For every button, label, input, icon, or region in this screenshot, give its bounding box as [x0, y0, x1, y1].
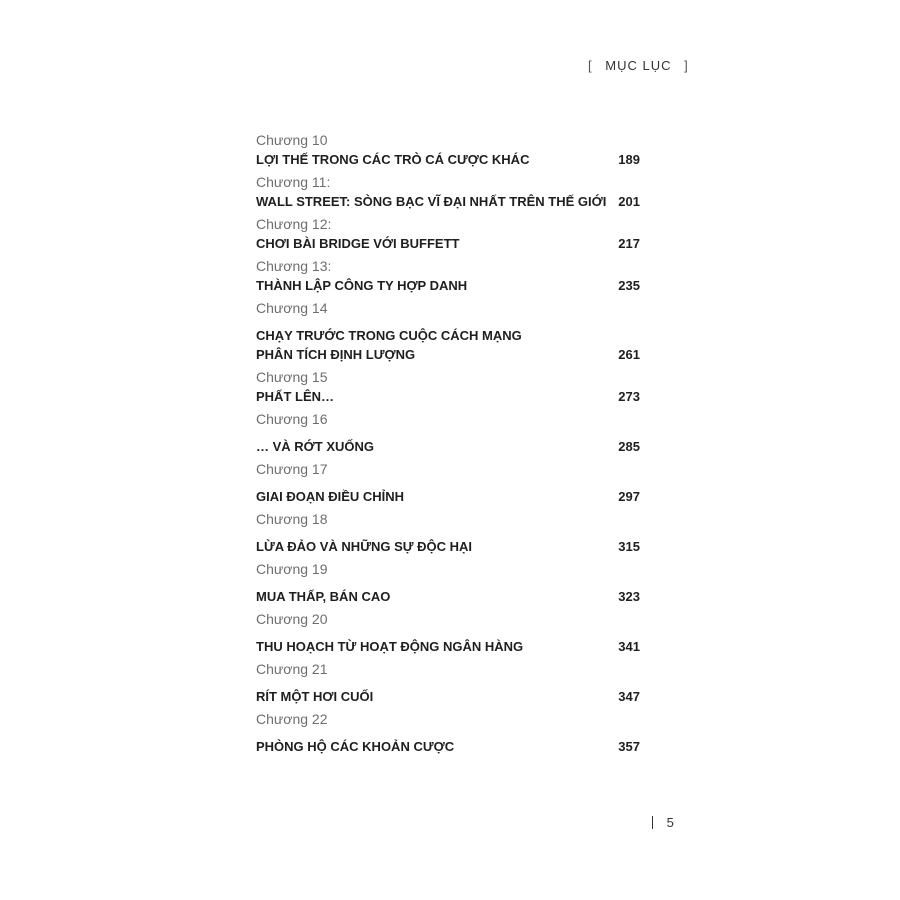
chapter-page-number: 235	[618, 278, 640, 293]
chapter-title-line: THU HOẠCH TỪ HOẠT ĐỘNG NGÂN HÀNG	[256, 639, 524, 654]
chapter-title	[256, 276, 646, 295]
chapter-title-row	[256, 537, 646, 556]
chapter-title-row	[256, 234, 646, 253]
header-title: MỤC LỤC	[605, 58, 672, 73]
folio-divider	[652, 816, 653, 829]
chapter-title-line: PHÂN TÍCH ĐỊNH LƯỢNG	[256, 347, 416, 362]
chapter-title-row	[256, 437, 646, 456]
chapter-title-line: CHƠI BÀI BRIDGE VỚI BUFFETT	[256, 236, 460, 251]
chapter-title-row	[256, 276, 646, 295]
toc-entry	[256, 257, 646, 295]
chapter-label: Chương 20	[256, 611, 328, 627]
chapter-title	[256, 537, 646, 556]
header-bracket-close: ]	[684, 58, 689, 73]
chapter-label: Chương 22	[256, 711, 328, 727]
chapter-title-row	[256, 487, 646, 506]
chapter-title-row	[256, 192, 646, 211]
chapter-title-row	[256, 637, 646, 656]
toc-entry	[256, 215, 646, 253]
table-of-contents	[256, 131, 646, 760]
chapter-title-line: PHẤT LÊN…	[256, 389, 334, 404]
chapter-title	[256, 234, 646, 253]
chapter-label: Chương 15	[256, 369, 328, 385]
chapter-page-number: 285	[618, 439, 640, 454]
toc-entry	[256, 173, 646, 211]
toc-entry	[256, 510, 646, 556]
chapter-title	[256, 637, 646, 656]
chapter-title	[256, 487, 646, 506]
chapter-title	[256, 387, 646, 406]
chapter-label: Chương 10	[256, 132, 328, 148]
chapter-label: Chương 14	[256, 300, 328, 316]
toc-entry	[256, 710, 646, 756]
chapter-page-number: 347	[618, 689, 640, 704]
chapter-page-number: 261	[618, 347, 640, 362]
chapter-page-number: 273	[618, 389, 640, 404]
chapter-title-row	[256, 587, 646, 606]
chapter-title-line: THÀNH LẬP CÔNG TY HỢP DANH	[256, 278, 468, 293]
chapter-title-line: WALL STREET: SÒNG BẠC VĨ ĐẠI NHẤT TRÊN THẾ GIỚI	[256, 194, 607, 209]
chapter-label: Chương 16	[256, 411, 328, 427]
toc-entry	[256, 660, 646, 706]
chapter-title-line: RÍT MỘT HƠI CUỐI	[256, 689, 374, 704]
chapter-title	[256, 150, 646, 169]
chapter-title	[256, 687, 646, 706]
header-bracket-open: [	[588, 58, 593, 73]
chapter-title-line: CHẠY TRƯỚC TRONG CUỘC CÁCH MẠNG	[256, 328, 522, 343]
chapter-label: Chương 19	[256, 561, 328, 577]
toc-entry	[256, 368, 646, 406]
page-folio	[652, 815, 674, 830]
toc-entry	[256, 299, 646, 364]
chapter-title-row	[256, 387, 646, 406]
chapter-title	[256, 437, 646, 456]
chapter-title	[256, 192, 646, 211]
chapter-page-number: 201	[618, 194, 640, 209]
chapter-title-line: PHÒNG HỘ CÁC KHOẢN CƯỢC	[256, 739, 455, 754]
chapter-page-number: 217	[618, 236, 640, 251]
chapter-title-line: … VÀ RỚT XUỐNG	[256, 439, 374, 454]
chapter-label: Chương 11:	[256, 174, 331, 190]
chapter-label: Chương 18	[256, 511, 328, 527]
toc-entry	[256, 410, 646, 456]
chapter-title-line: GIAI ĐOẠN ĐIỀU CHỈNH	[256, 489, 405, 504]
running-header	[588, 58, 689, 73]
chapter-title-row	[256, 326, 646, 364]
chapter-title-row	[256, 687, 646, 706]
chapter-title-row	[256, 150, 646, 169]
chapter-label: Chương 21	[256, 661, 328, 677]
toc-entry	[256, 131, 646, 169]
chapter-title	[256, 587, 646, 606]
page-number: 5	[666, 815, 674, 830]
chapter-title-line: LỢI THẾ TRONG CÁC TRÒ CÁ CƯỢC KHÁC	[256, 152, 530, 167]
chapter-page-number: 323	[618, 589, 640, 604]
toc-entry	[256, 560, 646, 606]
chapter-page-number: 357	[618, 739, 640, 754]
chapter-title-row	[256, 737, 646, 756]
chapter-page-number: 341	[618, 639, 640, 654]
chapter-page-number: 315	[618, 539, 640, 554]
chapter-label: Chương 12:	[256, 216, 332, 232]
chapter-title	[256, 737, 646, 756]
toc-entry	[256, 460, 646, 506]
chapter-page-number: 297	[618, 489, 640, 504]
chapter-page-number: 189	[618, 152, 640, 167]
toc-entry	[256, 610, 646, 656]
chapter-label: Chương 13:	[256, 258, 332, 274]
chapter-label: Chương 17	[256, 461, 328, 477]
chapter-title	[256, 326, 646, 364]
chapter-title-line: LỪA ĐẢO VÀ NHỮNG SỰ ĐỘC HẠI	[256, 539, 473, 554]
chapter-title-line: MUA THẤP, BÁN CAO	[256, 589, 391, 604]
